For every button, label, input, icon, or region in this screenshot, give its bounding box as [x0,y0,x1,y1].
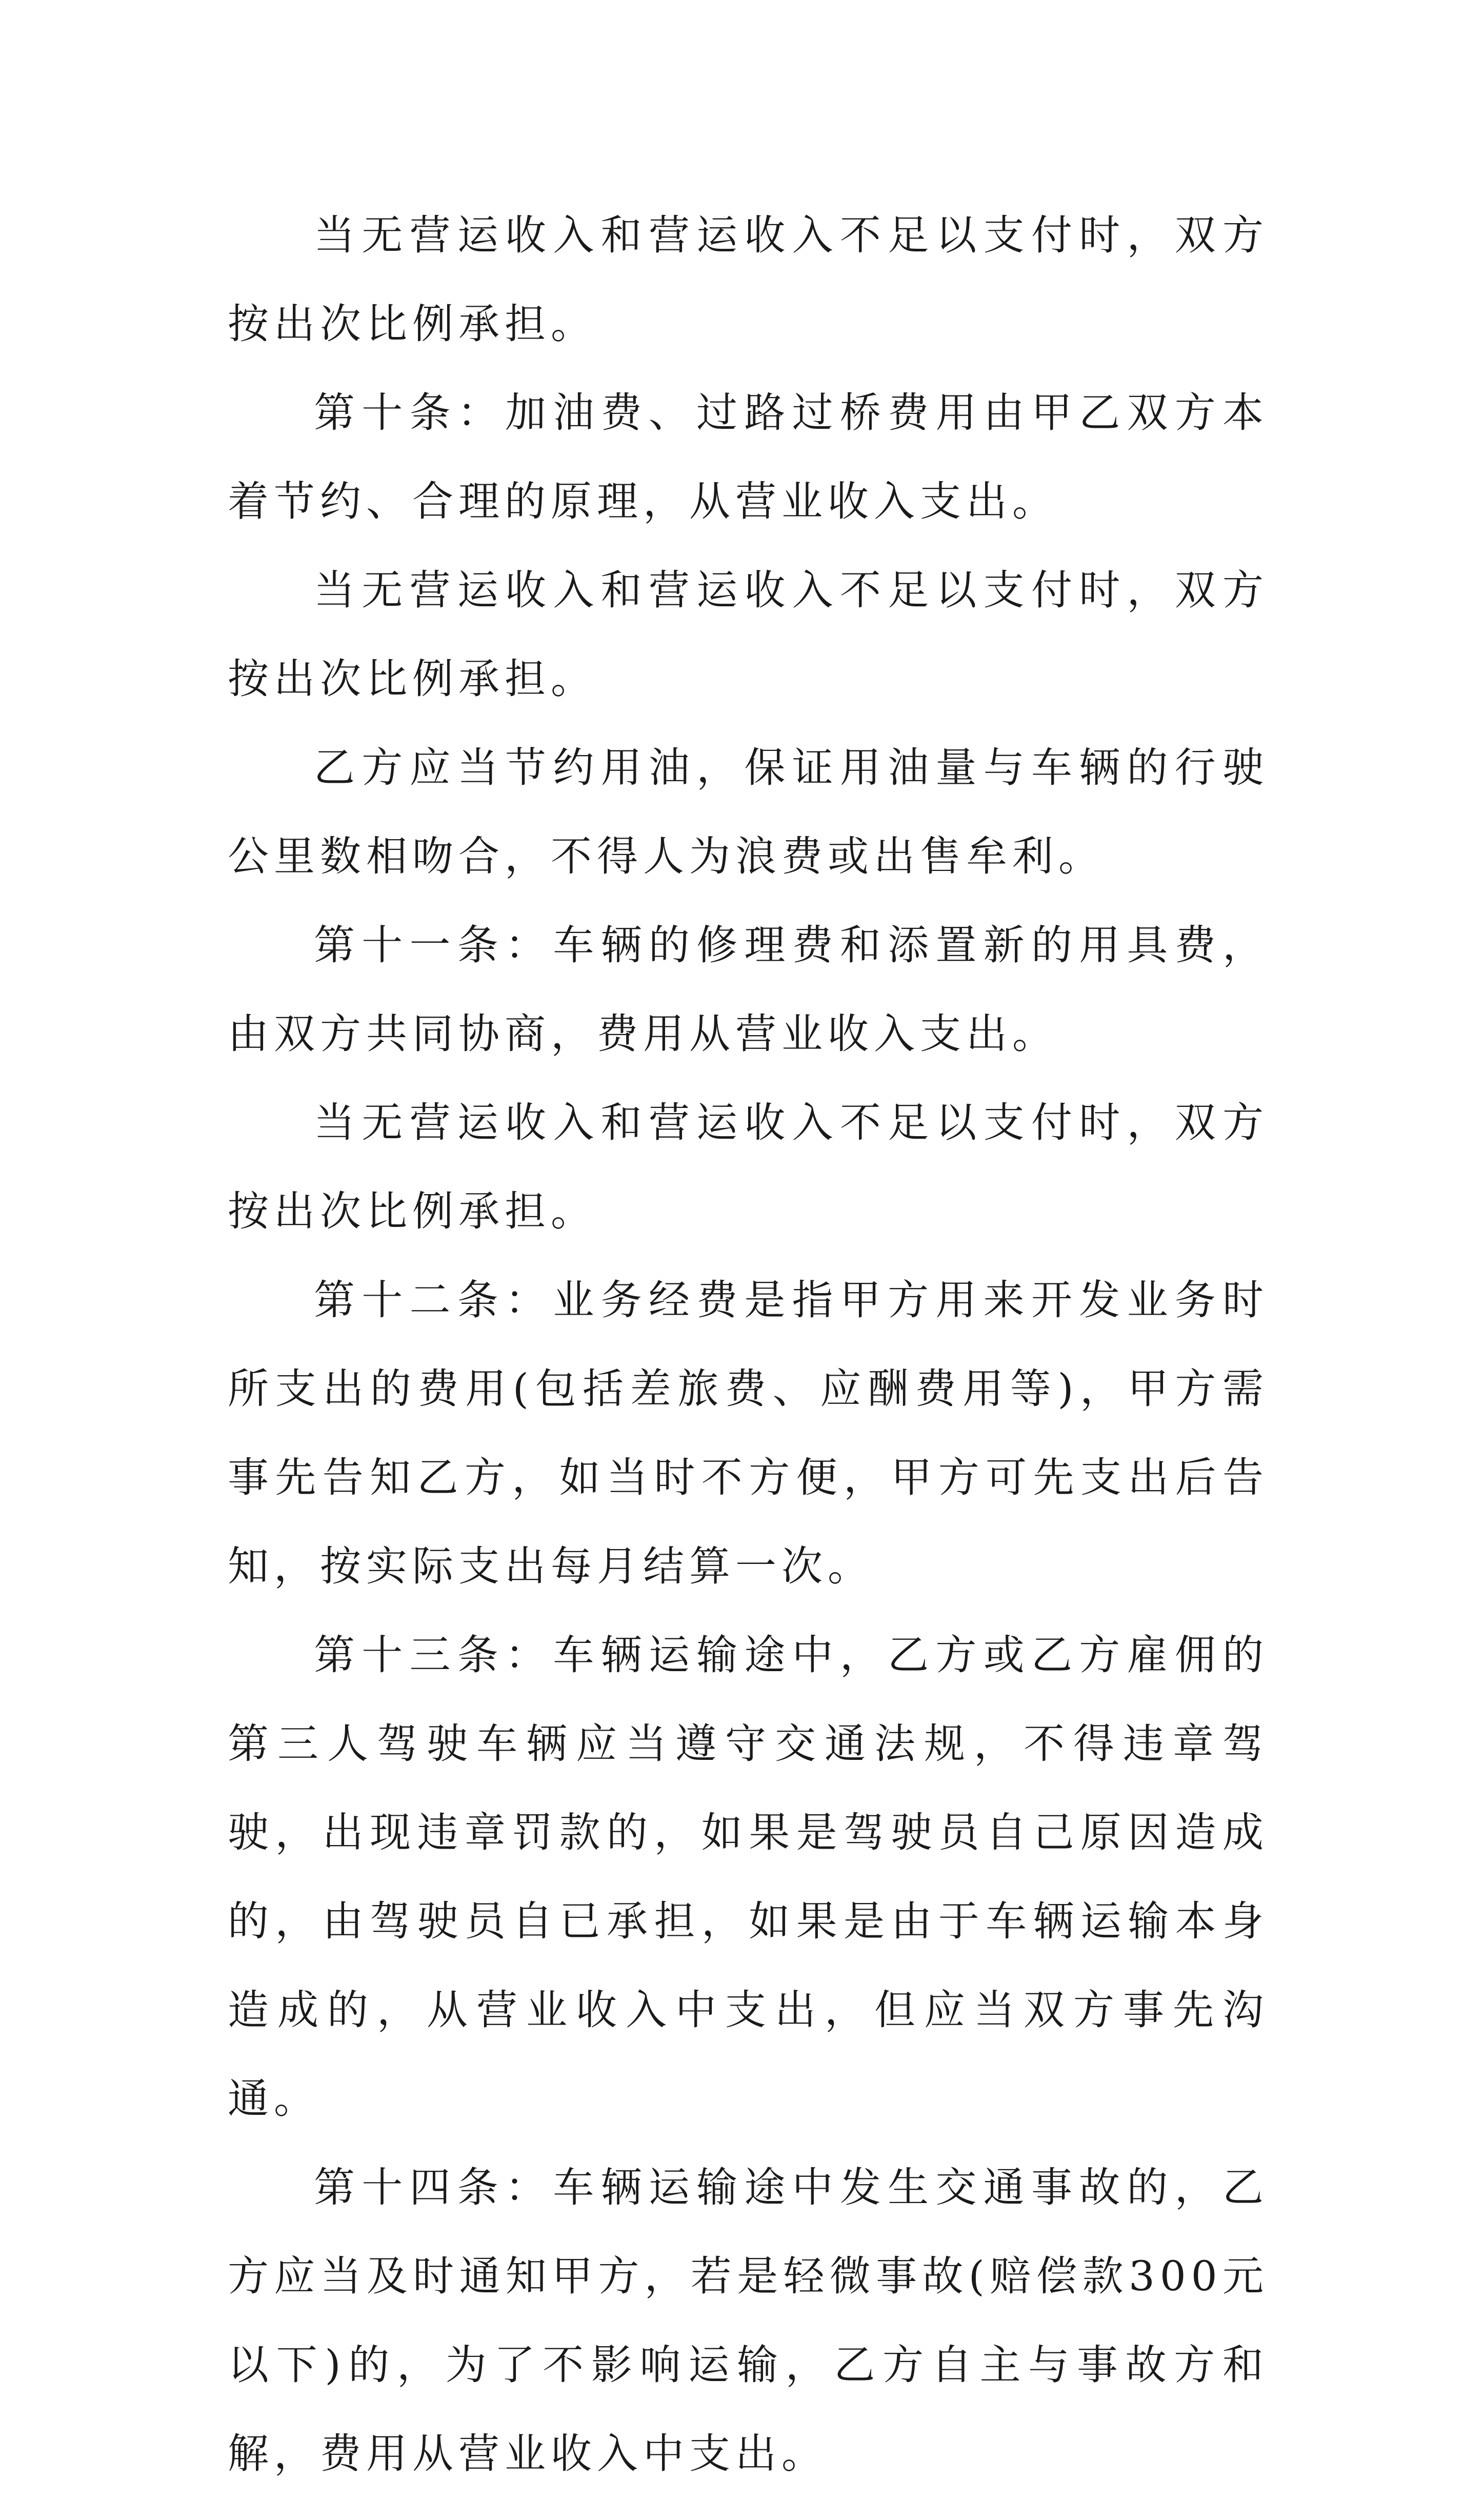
paragraph-1: 当无营运收入和营运收入不足以支付时，双方按出次比例承担。 [228,211,1269,348]
paragraph-3: 当无营运收入和营运收入不足以支付时，双方按出次比例承担。 [228,566,1269,703]
paragraph-fuel-saving: 乙方应当节约用油，保证用油量与车辆的行驶公里数相吻合，不得人为浪费或出售牟利。 [228,744,1269,880]
paragraph-article-14: 第十四条：车辆运输途中发生交通事故的，乙方应当及时通知甲方，若是轻微事故(赔偿款300元以下)的，为了不影响运输，乙方自主与事故方和解，费用从营业收入中支出。 [228,2164,1269,2477]
paragraph-article-13: 第十三条：车辆运输途中，乙方或乙方雇佣的第三人驾驶车辆应当遵守交通法规，不得违章驾驶，出现违章罚款的，如果是驾驶员自己原因造成的，由驾驶员自已承担，如果是由于车辆运输本身造成的，从营业收入中支出，但应当双方事先沟通。 [228,1631,1269,2123]
paragraph-article-10: 第十条：加油费、过路过桥费用由甲乙双方本着节约、合理的原理，从营业收入支出。 [228,389,1269,525]
document-page [228,191,1269,2498]
paragraph-6: 当无营运收入和营运收入不足以支付时，双方按出次比例承担。 [228,1099,1269,1235]
paragraph-article-12: 第十二条：业务经费是指甲方用来开发业务时所支出的费用(包括差旅费、应酬费用等)，甲方需事先告知乙方，如当时不方便，甲方可先支出后告知，按实际支出每月结算一次。 [228,1276,1269,1590]
paragraph-article-11: 第十一条：车辆的修理费和添置新的用具费，由双方共同协商，费用从营业收入支出。 [228,921,1269,1058]
